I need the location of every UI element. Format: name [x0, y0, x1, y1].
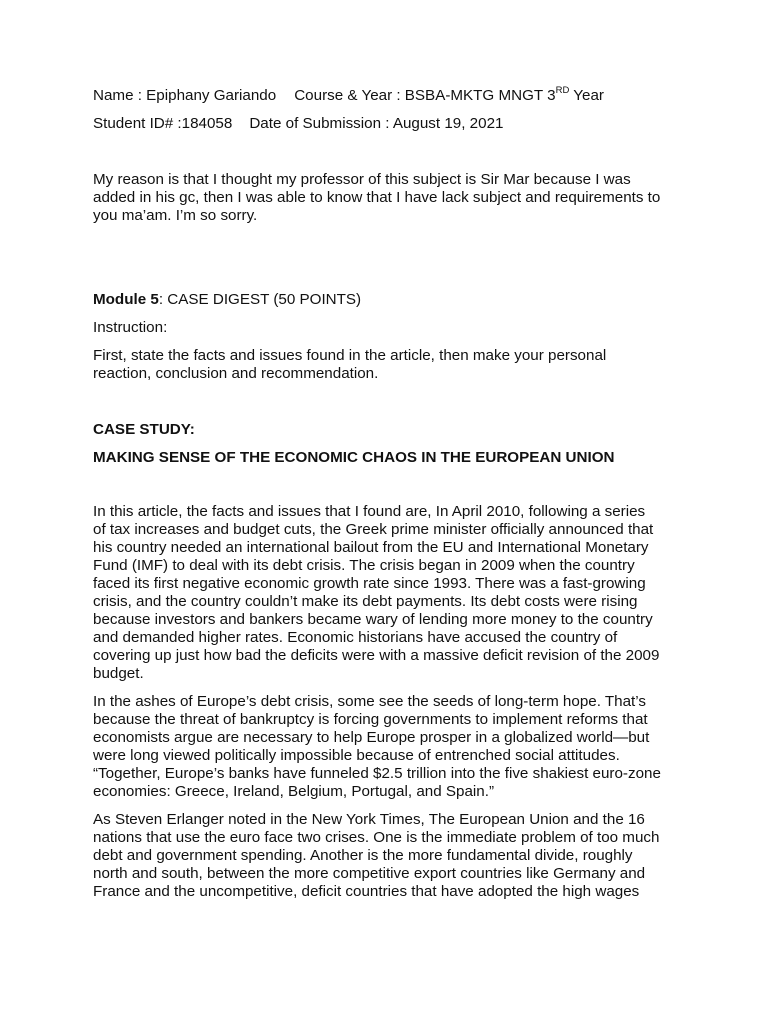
paragraph-line: economists argue are necessary to help Europe prosper in a globalized world—but [93, 729, 650, 746]
body-paragraph [93, 503, 683, 683]
module-number: Module 5 [93, 291, 159, 308]
instruction-line: First, state the facts and issues found in the article, then make your personal [93, 347, 607, 364]
header-name-course-line [93, 84, 604, 105]
paragraph-line: In the ashes of Europe’s debt crisis, some see the seeds of long-term hope. That’s [93, 693, 646, 710]
paragraph-line: “Together, Europe’s banks have funneled $2.5 trillion into the five shakiest euro-zone [93, 765, 661, 782]
course-year: Course & Year : BSBA-MKTG MNGT 3 [294, 87, 556, 104]
course-year-superscript: RD [555, 84, 570, 96]
reason-line: added in his gc, then I was able to know that I have lack subject and requirements to [93, 189, 661, 206]
paragraph-line: crisis, and the country couldn’t make its debt payments. Its debt costs were rising [93, 593, 638, 610]
instruction-text [93, 347, 683, 383]
case-study-title: MAKING SENSE OF THE ECONOMIC CHAOS IN THE EUROPEAN UNION [93, 449, 615, 466]
paragraph-line: were long viewed politically impossible because of entrenched social attitudes. [93, 747, 620, 764]
module-description: : CASE DIGEST (50 POINTS) [158, 291, 362, 308]
paragraph-line: nations that use the euro face two crises. One is the immediate problem of too much [93, 829, 660, 846]
paragraph-line: budget. [93, 665, 144, 682]
paragraph-line: debt and government spending. Another is the more fundamental divide, roughly [93, 847, 633, 864]
paragraph-line: because the threat of bankruptcy is forcing governments to implement reforms that [93, 711, 648, 728]
paragraph-line: Fund (IMF) to deal with its debt crisis. The crisis began in 2009 when the country [93, 557, 635, 574]
instruction-line: reaction, conclusion and recommendation. [93, 365, 379, 382]
instruction-label: Instruction: [93, 319, 168, 336]
paragraph-line: As Steven Erlanger noted in the New York Times, The European Union and the 16 [93, 811, 645, 828]
reason-line: My reason is that I thought my professor of this subject is Sir Mar because I was [93, 171, 631, 188]
paragraph-line: In this article, the facts and issues that I found are, In April 2010, following a series [93, 503, 646, 520]
paragraph-line: north and south, between the more competitive export countries like Germany and [93, 865, 646, 882]
case-study-label: CASE STUDY: [93, 421, 195, 438]
body-paragraph [93, 811, 683, 901]
paragraph-line: and demanded higher rates. Economic historians have accused the country of [93, 629, 618, 646]
paragraph-line: France and the uncompetitive, deficit countries that have adopted the high wages [93, 883, 640, 900]
module-title [93, 291, 361, 309]
paragraph-line: covering up just how bad the deficits were with a massive deficit revision of the 2009 [93, 647, 660, 664]
header-id-date-line [93, 115, 503, 133]
reason-line: you ma’am. I’m so sorry. [93, 207, 258, 224]
paragraph-line: economies: Greece, Ireland, Belgium, Portugal, and Spain.” [93, 783, 495, 800]
paragraph-line: his country needed an international bailout from the EU and International Monetary [93, 539, 649, 556]
paragraph-line: faced its first negative economic growth rate since 1993. There was a fast-growing [93, 575, 646, 592]
reason-paragraph [93, 171, 683, 225]
student-id: Student ID# :184058 [93, 115, 233, 132]
paragraph-line: of tax increases and budget cuts, the Greek prime minister officially announced that [93, 521, 654, 538]
course-year-suffix: Year [569, 87, 604, 104]
submission-date: Date of Submission : August 19, 2021 [249, 115, 504, 132]
body-paragraph [93, 693, 683, 801]
paragraph-line: because investors and bankers became wary of lending more money to the country [93, 611, 653, 628]
student-name: Name : Epiphany Gariando [93, 87, 277, 104]
